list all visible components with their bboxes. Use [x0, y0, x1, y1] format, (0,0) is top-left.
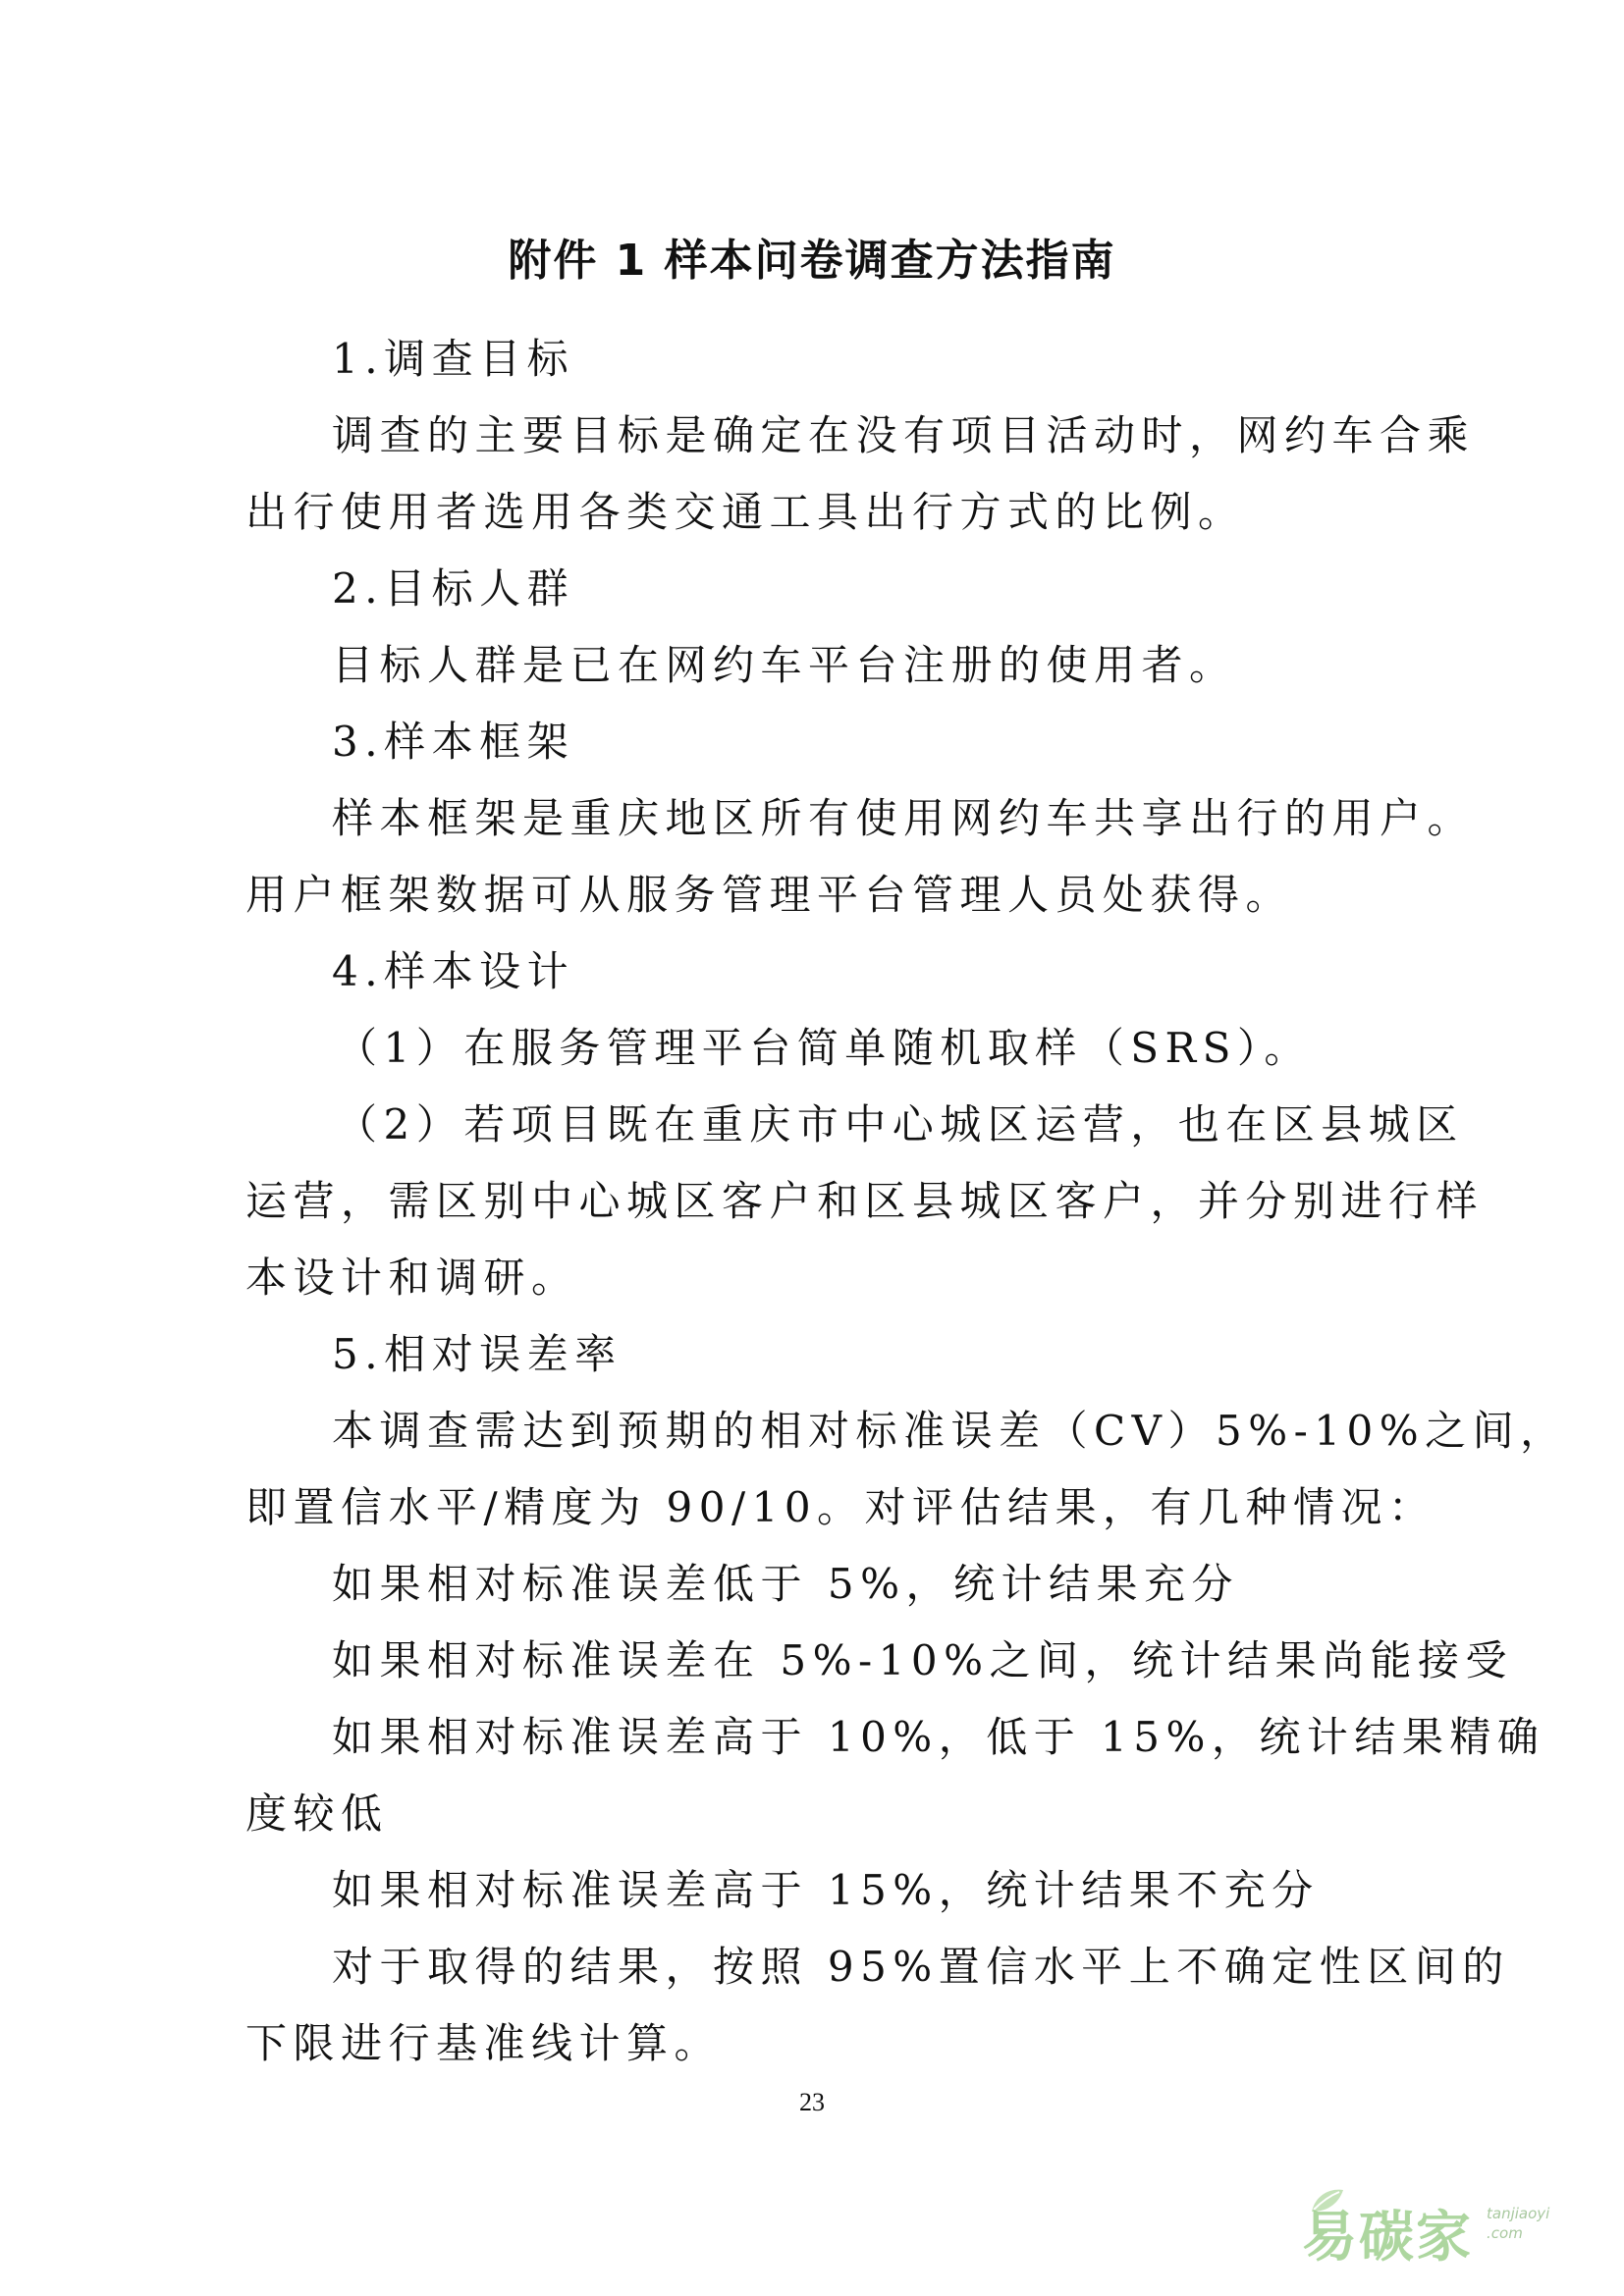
paragraph-line: 对于取得的结果，按照 95%置信水平上不确定性区间的 — [332, 1943, 1510, 1991]
paragraph-line: 目标人群是已在网约车平台注册的使用者。 — [332, 641, 1237, 689]
section-heading: 5.相对误差率 — [332, 1330, 623, 1378]
paragraph-line: 如果相对标准误差高于 15%，统计结果不充分 — [332, 1866, 1320, 1914]
paragraph-line: 如果相对标准误差高于 10%，低于 15%，统计结果精确 — [332, 1713, 1545, 1761]
watermark-text: 易碳家 — [1302, 2206, 1473, 2269]
paragraph-line: 即置信水平/精度为 90/10。对评估结果，有几种情况： — [245, 1483, 1436, 1531]
paragraph-line: 出行使用者选用各类交通工具出行方式的比例。 — [245, 488, 1246, 536]
paragraph-line: 本调查需达到预期的相对标准误差（CV）5%-10%之间， — [332, 1407, 1568, 1455]
paragraph-line: 运营，需区别中心城区客户和区县城区客户，并分别进行样 — [245, 1177, 1485, 1225]
section-heading: 3.样本框架 — [332, 718, 575, 766]
list-item: （1）在服务管理平台简单随机取样（SRS）。 — [336, 1024, 1312, 1072]
paragraph-line: 度较低 — [245, 1789, 389, 1838]
paragraph-line: 样本框架是重庆地区所有使用网约车共享出行的用户。 — [332, 794, 1476, 842]
watermark-logo — [1302, 2186, 1597, 2274]
page-number: 23 — [799, 2088, 825, 2116]
document-title: 附件 1 样本问卷调查方法指南 — [508, 236, 1116, 286]
watermark-domain: tanjiaoyi .com — [1487, 2205, 1550, 2242]
section-heading: 4.样本设计 — [332, 947, 575, 995]
paragraph-line: 如果相对标准误差低于 5%，统计结果充分 — [332, 1560, 1239, 1608]
paragraph-line: 用户框架数据可从服务管理平台管理人员处获得。 — [245, 871, 1294, 919]
paragraph-line: 如果相对标准误差在 5%-10%之间，统计结果尚能接受 — [332, 1636, 1514, 1684]
list-item: （2）若项目既在重庆市中心城区运营，也在区县城区 — [336, 1100, 1464, 1148]
section-heading: 2.目标人群 — [332, 564, 575, 613]
paragraph-line: 调查的主要目标是确定在没有项目活动时，网约车合乘 — [332, 411, 1476, 459]
section-heading: 1.调查目标 — [332, 335, 575, 383]
paragraph-line: 本设计和调研。 — [245, 1254, 579, 1302]
paragraph-line: 下限进行基准线计算。 — [245, 2019, 723, 2067]
